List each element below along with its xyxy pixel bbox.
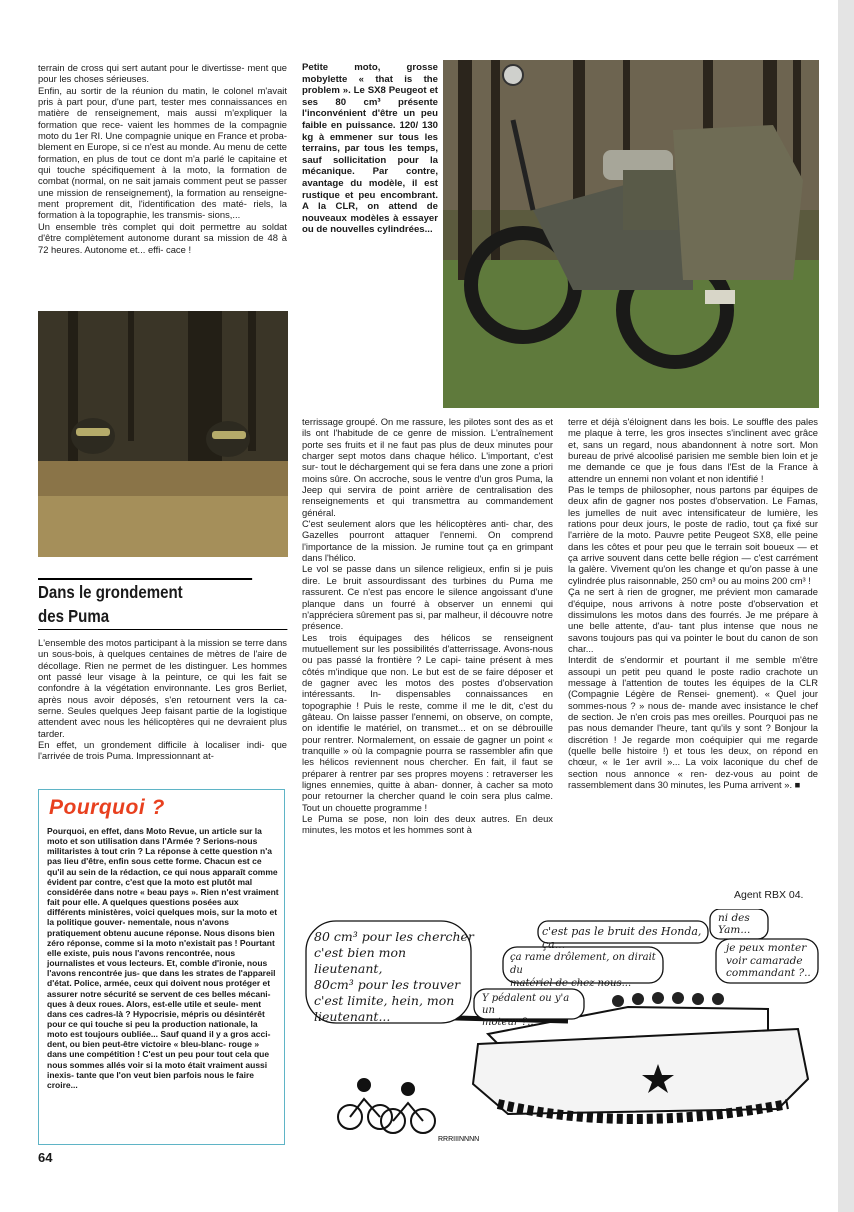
speech-bubble-2: c'est pas le bruit des Honda, ça... <box>542 925 702 951</box>
paragraph: Les trois équipages des hélicos se renseignent mutuellement sur les possibilités d'atterrissage. Avons-nous ou pas passé la frontière ? Le capi- taine présent à mes côtés m'indique que non. Le but est de se faire déposer et de gagner avec les motos des postes d'observation intéressants. In- dispensables connaissances en topographie ! Puis le reste, comme il me le dit, c'est du gâteau. On laisse passer l'ennemi, on observe, on compte, on identifie le matériel, on transmet... et on se débrouille pour rentrer. Normalement, on essaie de gagner un point « tranquille » où la compagnie pourra se rassembler afin que les hélicos reviennent nous chercher. En fait, il faut se préparer à rentrer par ses propres moyens : retraverser les lignes ennemies, quitte à aban- donner, à cacher sa moto pour retourner la chercher quand le coin sera plus calme. Tout un chouette programme ! <box>302 631 553 813</box>
paragraph: Interdit de s'endormir et pourtant il me semble m'être assoupi un petit peu quand le poste radio crachote un message à l'attention de toutes les équipes de la CLR (Compagnie Légère de Rensei- gnement). « Quel jour sommes-nous ? » nous de- mande avec insistance le chef de section. Je n'en crois pas mes oreilles. Pourquoi pas ne pas nous demander l'heure, tant qu'ils y sont ? Bonjour la discrétion ! Je regarde mon coéquipier qui me regarde (quelle belle histoire !) et tous les deux, on répond en chœur, « le 1er avril »... La voix laconique du chef de section nous annonce « ren- dez-vous au point de rassemblement dans 30 minutes, les Puma arrivent ». ■ <box>568 654 818 790</box>
article-column-1-bottom <box>38 637 287 762</box>
sound-effect: RRRIIINNNN <box>438 1136 480 1143</box>
bubble-line: ça rame drôlement, on dirait du <box>510 952 656 976</box>
sidebar-title: Pourquoi ? <box>49 796 165 819</box>
bubble-line: 80cm³ pour les trouver <box>314 977 461 992</box>
paragraph: terrain de cross qui sert autant pour le divertisse- ment que pour les choses sérieuses. <box>38 62 287 85</box>
heading-line-1: Dans le grondement <box>38 582 183 602</box>
speech-bubble-3 <box>718 912 768 936</box>
bubble-line: lieutenant... <box>314 1009 391 1024</box>
paragraph: Enfin, au sortir de la réunion du matin, le colonel m'avait pris à part pour, d'une part, tester mes connaissances en matière de renseignement, mais aussi m'expliquer la formation que rece- vaient les hommes de la compagnie moto du 1er RI. Une compagnie unique en France et proba- blement en Europe, si ce n'est au monde. Au menu de cette formation, en plus de tout ce dont m'a parlé le capitaine et qui touche spécifiquement à la moto, la formation de combat (normal, on ne sait jamais comment peut se passer une mission de renseignement), la formation au renseigne- ment proprement dit, l'identification des maté- riels, la formation à la topographie, les transmis- sions,... <box>38 84 287 221</box>
sidebar-text: Pourquoi, en effet, dans Moto Revue, un article sur la moto et son utilisation dans l'Armée ? Serions-nous militaristes à tout crin ? La réponse à cette question n'a pas lieu d'être, enfin sous cette forme. Chacun est ce qu'il au sein de la rédaction, ce qui nous apparaît comme évident par contre, c'est que la moto est plutôt mal considérée dans notre « beau pays ». Rien n'est vraiment fait pour elle. A quelques questions posées aux différents ministères, voici quelques mois, sur la moto et la politique gouver- nementale, nous n'avons pratiquement obtenu aucune réponse. Nous disons bien zéro réponse, comme si la moto n'existait pas ! Pourtant elle existe, puis nous l'avons rencontrée, nous journalistes et vous lecteurs. Et, comble d'ironie, nous l'avons rencontrée jus- que dans les strates de l'appareil d'état. Police, armée, ceux qui doivent nous protéger et assurer notre sécurité se servent de ces belles mécani- ques à deux roues. Alors, est-elle utile et seule- ment dans ces cadres-là ? Hypocrisie, mépris ou désintérêt pour ce qui touche si peu la production nationale, la moto est toujours oubliée... Sauf quand il y a gros acci- dent, ou bien peut-être victoire « bleu-blanc- rouge » dans une compétition ! C'est un peu pour tout cela que nous sommes allés voir si la moto était vraiment aussi inexis- tante que l'on veut bien parfois nous le faire croire... <box>47 826 279 1090</box>
pourquoi-sidebar-box <box>38 789 285 1145</box>
bubble-line: voir camarade <box>726 954 803 967</box>
article-column-2 <box>302 416 553 836</box>
paragraph: terrissage groupé. On me rassure, les pilotes sont des as et ils ont l'habitude de ce genre de mission. L'entraînement porte ses fruits et il ne faut pas plus de deux minutes pour charger sept motos dans chaque hélico. L'important, c'est sur- tout le déchargement qui se fera dans une zone a priori moins sûre. On accroche, sous le ventre d'un gros Puma, la Jeep qui servira de point arrière de centralisation des renseignements et qui transmettra au commandement général. <box>302 416 553 518</box>
photo-caption: Petite moto, grosse mobylette « that is the problem ». Le SX8 Peugeot et ses 80 cm³ présente l'inconvénient d'être un peu faible en puissance. 120/ 130 kg à emmener sur tous les terrains, par tous les temps, sauf sollicitation pour la mécanique. Par contre, avantage du modèle, il est rustique et peu encombrant. A la CLR, on attend de nouveaux modèles à essayer ou de nouvelles cylindrées... <box>302 62 438 236</box>
article-column-3 <box>568 416 818 790</box>
bubble-line: 80 cm³ pour les chercher <box>314 929 474 944</box>
speech-bubble-6 <box>482 993 582 1029</box>
speech-bubble-5 <box>726 942 818 980</box>
section-heading <box>38 578 252 630</box>
paragraph: Ça ne sert à rien de grogner, me prévient mon camarade d'équipe, nous arrivons à notre poste d'observation et dissimulons les motos dans des fourrés. Je me prépare à une belle attente, d'au- tant plus intense que nous ne savons toujours pas qui va pointer le bout du canon de son char... <box>568 586 818 654</box>
cartoon-illustration <box>298 909 820 1146</box>
heading-line-2: des Puma <box>38 606 110 626</box>
heading-underline <box>38 629 287 630</box>
page-number: 64 <box>38 1150 53 1165</box>
motorcycle-photo <box>443 60 819 408</box>
paragraph: Le vol se passe dans un silence religieux, enfin si je puis dire. Le bruit assourdissant des turbines du Puma me rassurent. Ce n'est pas encore le silence angoissant d'une planque dans un fourré à observer un ennemi qui n'appréciera sûrement pas si, par malheur, il découvre notre présence. <box>302 563 553 632</box>
paragraph: Le Puma se pose, non loin des deux autres. En deux minutes, les motos et les hommes sont à <box>302 813 553 836</box>
bubble-line: c'est bien mon lieutenant, <box>314 945 407 976</box>
bubble-line: commandant ?.. <box>726 967 811 979</box>
bubble-line: moteur ?.. <box>482 1017 534 1028</box>
speech-bubble-1 <box>314 929 474 1025</box>
paragraph: Pas le temps de philosopher, nous partons par équipes de deux afin de gagner nos postes d'observation. Le Famas, les jumelles de nuit avec intensificateur de lumière, les rations pour deux jours, le poste de radio, tout ça fixé sur l'arrière de la moto. Pauvre petite Peugeot SX8, elle peine dans les côtes et pour peu que le terrain soit boueux — et ça arrive souvent dans cette belle région — c'est carrément la galère. Vivement qu'on les change et qu'on passe à une cylindrée plus raisonnable, 250 cm³ ou au moins 200 cm³ ! <box>568 484 818 586</box>
bubble-line: ni des <box>718 912 750 924</box>
paragraph: En effet, un grondement difficile à localiser indi- que l'arrivée de trois Puma. Impressionnant at- <box>38 739 287 762</box>
article-column-1-top <box>38 62 287 255</box>
bubble-line: matériel de chez nous... <box>510 978 632 989</box>
author-signature: Agent RBX 04. <box>734 889 804 901</box>
bubble-line: Y pédalent ou y'a un <box>482 993 570 1016</box>
bubble-line: Yam... <box>718 924 751 936</box>
soldiers-photo <box>38 311 288 557</box>
paragraph: L'ensemble des motos participant à la mission se terre dans un sous-bois, à quelques centaines de mètres de l'aire de décollage. Rien ne permet de les distinguer. Les hommes ont passé leur visage à la peinture, ce qui les fait se confondre à la végétation environnante. Les gros Berliet, après nous avoir déposés, s'en retournent vers la ca- serne. Seules quelques Jeep faisant partie de la logistique attendent avec nous les hélicoptères qui ne devraient plus tarder. <box>38 637 287 739</box>
paragraph: terre et déjà s'éloignent dans les bois. Le souffle des pales me plaque à terre, les gros insectes s'inclinent avec grâce et, sans un regard, nous abandonnent à notre sort. Mon bureau de privé alcoolisé parisien me semble bien loin et je me demande ce que je fous dans l'Est de la France à attendre un ennemi non volant et non identifié ! <box>568 416 818 484</box>
paragraph: C'est seulement alors que les hélicoptères anti- char, des Gazelles pourront attaquer l'ennemi. On comprend l'importance de la mission. Je rumine tout ça en grimpant dans l'hélico. <box>302 518 553 564</box>
page-edge-shadow <box>838 0 854 1212</box>
bubble-line: je peux monter <box>726 942 807 954</box>
paragraph: Un ensemble très complet qui doit permettre au soldat d'être complètement autonome durant sa mission de 48 à 72 heures. Autonome et... effi- cace ! <box>38 220 287 255</box>
bubble-line: c'est limite, hein, mon <box>314 993 455 1008</box>
speech-bubble-4 <box>510 951 660 990</box>
